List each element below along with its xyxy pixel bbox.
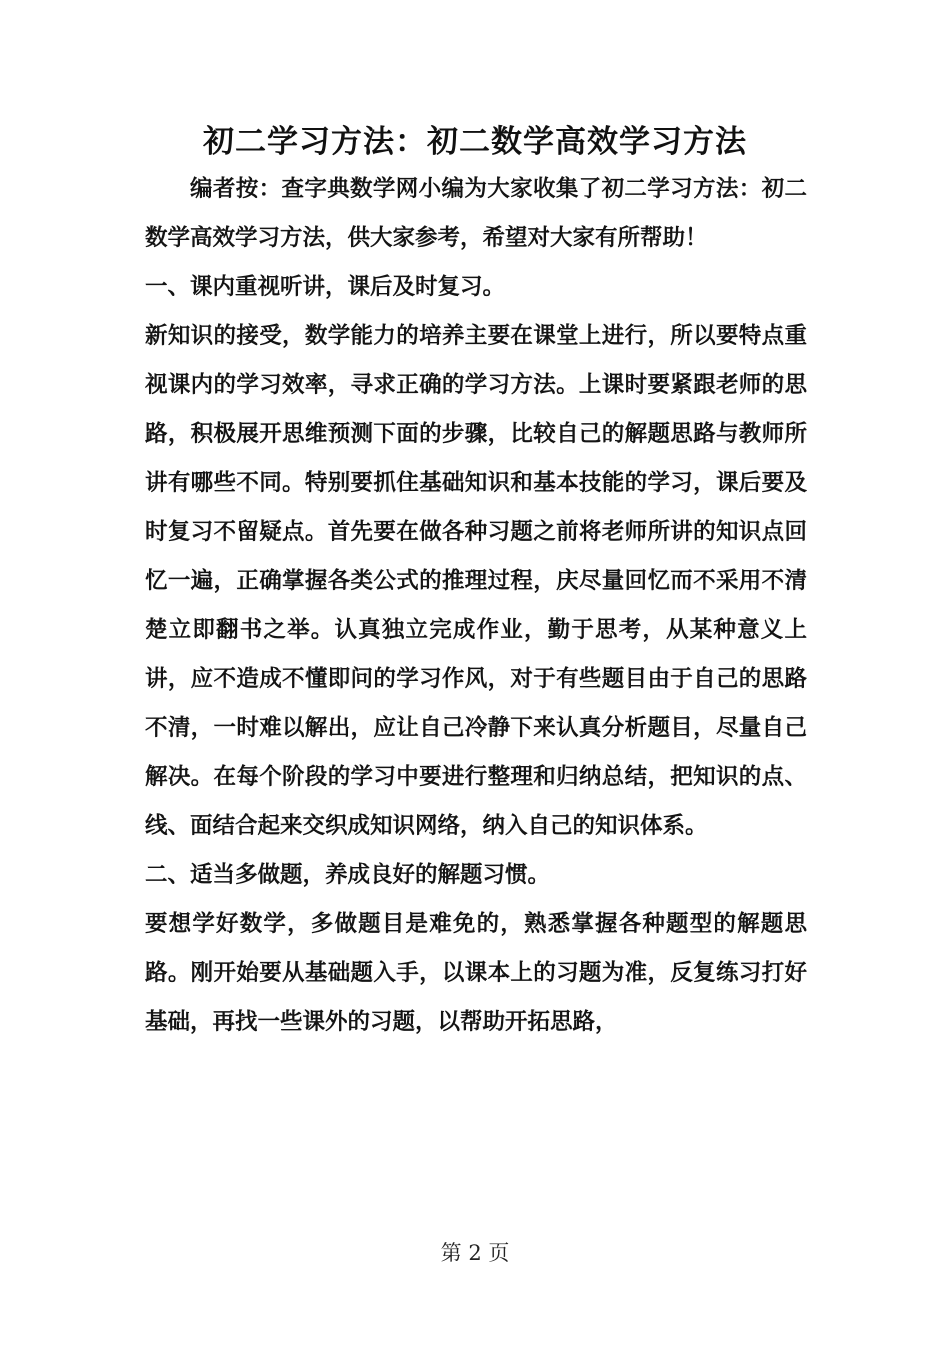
- section-body-1: 新知识的接受，数学能力的培养主要在课堂上进行，所以要特点重视课内的学习效率，寻求正确的学习方法。上课时要紧跟老师的思路，积极展开思维预测下面的步骤，比较自己的解题思路与教师所讲有哪些不同。特别要抓住基础知识和基本技能的学习，课后要及时复习不留疑点。首先要在做各种习题之前将老师所讲的知识点回忆一遍，正确掌握各类公式的推理过程，庆尽量回忆而不采用不清楚立即翻书之举。认真独立完成作业，勤于思考，从某种意义上讲，应不造成不懂即问的学习作风，对于有些题目由于自己的思路不清，一时难以解出，应让自己冷静下来认真分析题目，尽量自己解决。在每个阶段的学习中要进行整理和归纳总结，把知识的点、线、面结合起来交织成知识网络，纳入自己的知识体系。: [145, 323, 807, 839]
- page-number: 第 2 页: [440, 1241, 510, 1265]
- document-body: [145, 165, 807, 1047]
- section-heading-1: 一、课内重视听讲，课后及时复习。: [145, 274, 506, 300]
- section-heading-2: 二、适当多做题，养成良好的解题习惯。: [145, 862, 551, 888]
- section-body-2: 要想学好数学，多做题目是难免的，熟悉掌握各种题型的解题思路。刚开始要从基础题入手，以课本上的习题为准，反复练习打好基础，再找一些课外的习题，以帮助开拓思路，: [145, 911, 807, 1035]
- intro-paragraph: 编者按：查字典数学网小编为大家收集了初二学习方法：初二数学高效学习方法，供大家参考，希望对大家有所帮助！: [145, 176, 807, 251]
- document-title: 初二学习方法：初二数学高效学习方法: [203, 124, 747, 160]
